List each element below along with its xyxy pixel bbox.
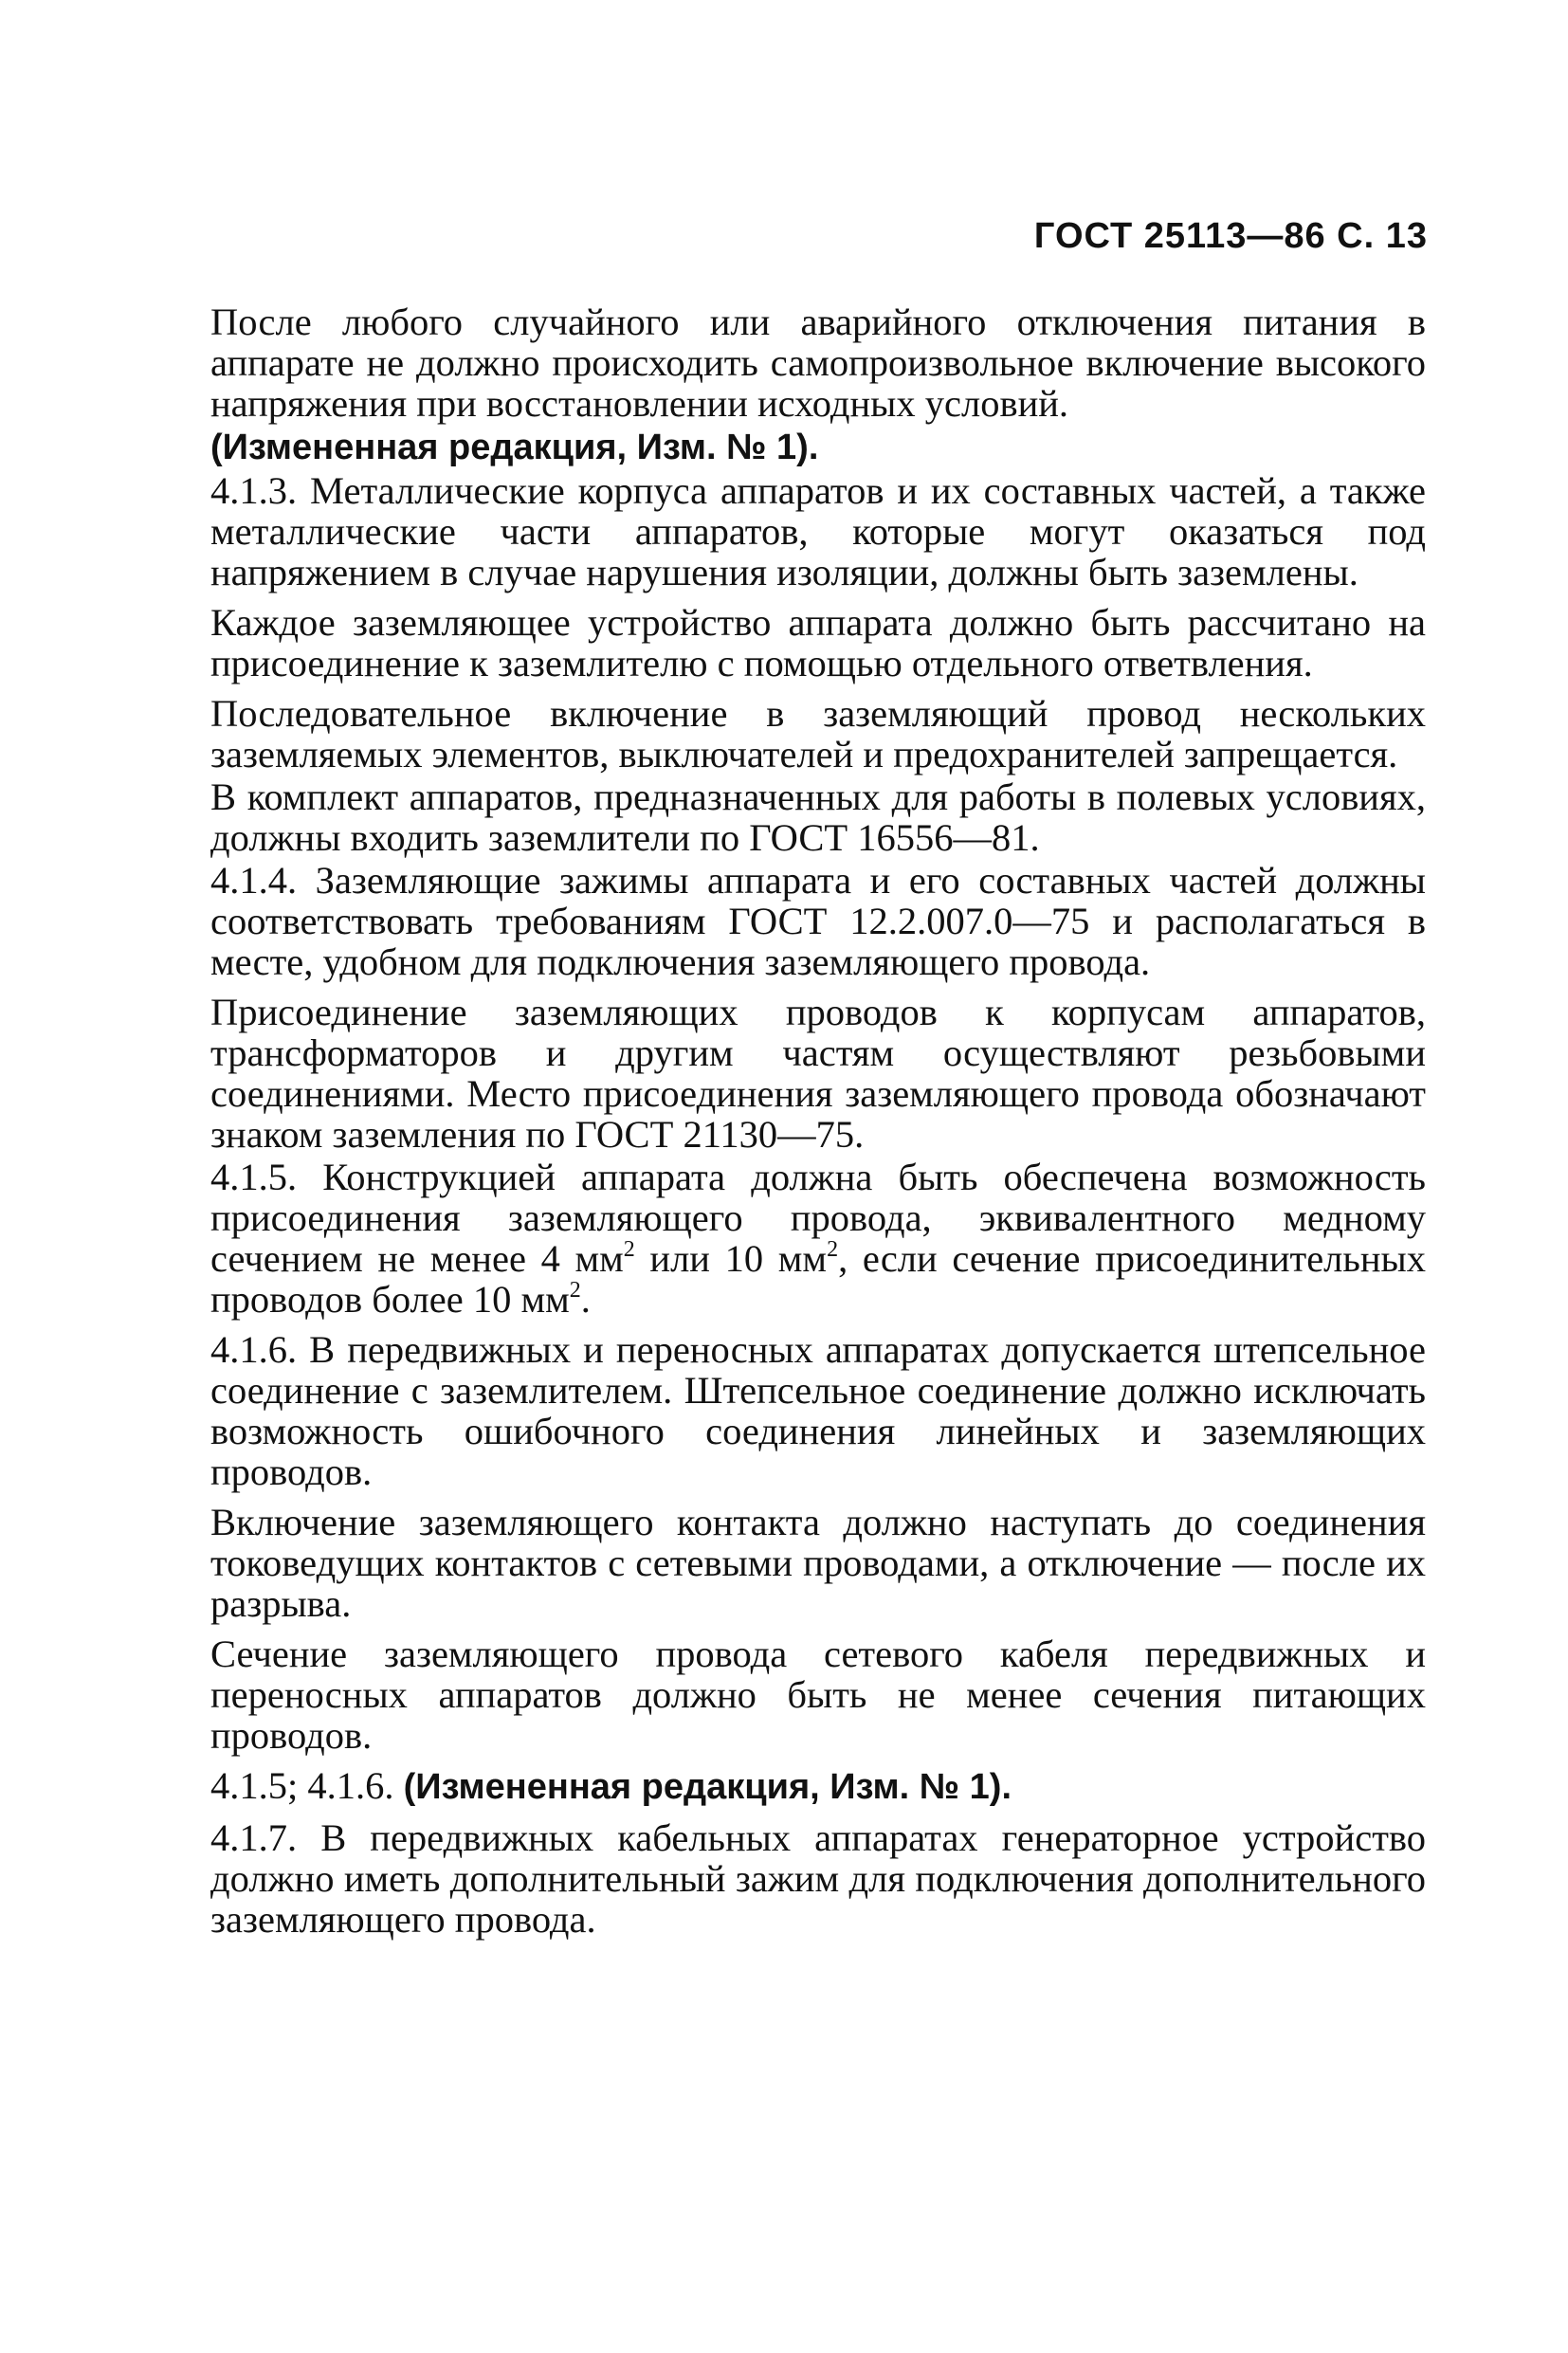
clause-4-1-5-part-c: , если сечение присоединительных проводов более 10 мм (210, 1237, 1426, 1321)
paragraph-cable-section: Сечение заземляющего провода сетевого кабеля передвижных и переносных аппаратов должно быть не менее сечения питающих проводов. (210, 1633, 1426, 1757)
paragraph-grounding-connection: Присоединение заземляющих проводов к корпусам аппаратов, трансформаторов и другим частям осуществляют резьбовыми соединениями. Место присоединения заземляющего провода обозначают знаком заземления по ГОСТ 21130—75. (210, 991, 1426, 1156)
amendment-note-2-text: (Измененная редакция, Изм. № 1). (403, 1767, 1012, 1807)
superscript-2-c: 2 (569, 1278, 581, 1303)
clause-4-1-5 (210, 1157, 1426, 1320)
clause-4-1-4: 4.1.4. Заземляющие зажимы аппарата и его составных частей должны соответствовать требованиям ГОСТ 12.2.007.0—75 и располагаться в месте, удобном для подключения заземляющего провода. (210, 859, 1426, 983)
amendment-clause-numbers: 4.1.5; 4.1.6. (210, 1764, 394, 1807)
amendment-note-2 (210, 1765, 1426, 1808)
clause-4-1-5-part-b: или 10 мм (634, 1237, 828, 1280)
clause-4-1-6: 4.1.6. В передвижных и переносных аппаратах допускается штепсельное соединение с заземлителем. Штепсельное соединение должно исключать возможность ошибочного соединения линейных и заземляющих проводов. (210, 1328, 1426, 1493)
amendment-note-text: (Измененная редакция, Изм. № 1). (210, 428, 819, 467)
clause-4-1-7: 4.1.7. В передвижных кабельных аппаратах генераторное устройство должно иметь дополнительный зажим для подключения дополнительного заземляющего провода. (210, 1816, 1426, 1941)
document-body (210, 301, 1426, 1942)
superscript-2-a: 2 (623, 1237, 635, 1262)
paragraph-serial-connection: Последовательное включение в заземляющий провод нескольких заземляемых элементов, выключателей и предохранителей запрещается. (210, 692, 1426, 775)
clause-4-1-5-part-a: 4.1.5. Конструкцией аппарата должна быть обеспечена возможность присоединения заземляющего провода, эквивалентного медному сечением не менее 4 мм (210, 1156, 1426, 1280)
amendment-note-1 (210, 426, 1426, 468)
clause-4-1-5-part-d: . (580, 1278, 591, 1321)
running-header: ГОСТ 25113—86 С. 13 (1033, 216, 1428, 256)
paragraph-field-kit: В комплект аппаратов, предназначенных для работы в полевых условиях, должны входить заземлители по ГОСТ 16556—81. (210, 775, 1426, 859)
superscript-2-b: 2 (827, 1237, 839, 1262)
paragraph-contact-order: Включение заземляющего контакта должно наступать до соединения токоведущих контактов с сетевыми проводами, а отключение — после их разрыва. (210, 1501, 1426, 1625)
paragraph-power-restore: После любого случайного или аварийного отключения питания в аппарате не должно происходить самопроизвольное включение высокого напряжения при восстановлении исходных условий. (210, 301, 1426, 425)
clause-4-1-3: 4.1.3. Металлические корпуса аппаратов и их составных частей, а также металлические части аппаратов, которые могут оказаться под напряжением в случае нарушения изоляции, должны быть заземлены. (210, 469, 1426, 593)
paragraph-grounding-device: Каждое заземляющее устройство аппарата должно быть рассчитано на присоединение к заземлителю с помощью отдельного ответвления. (210, 601, 1426, 684)
